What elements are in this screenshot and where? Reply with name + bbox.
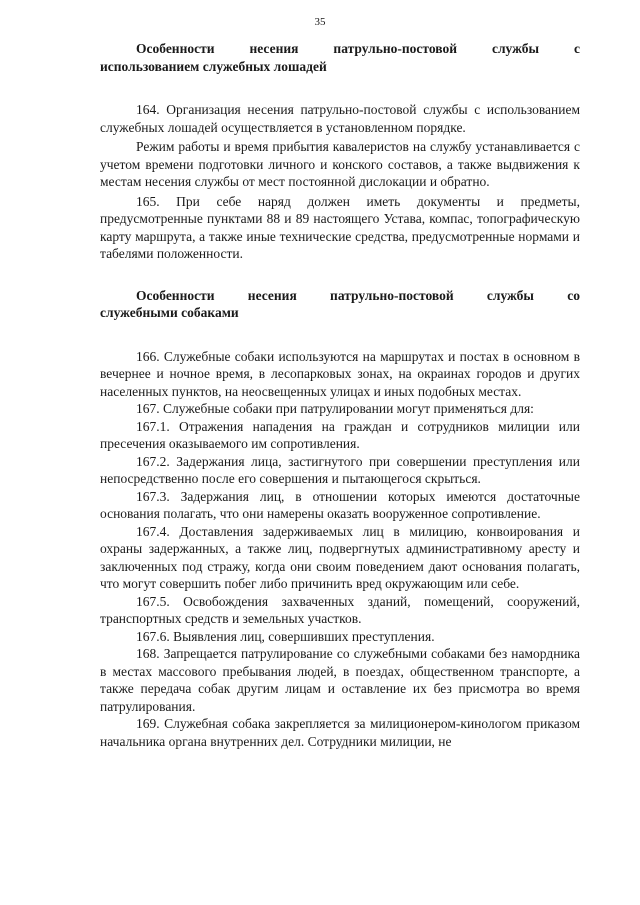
paragraph-167-3: 167.3. Задержания лиц, в отношении которых имеются достаточные основания полагать, что они намерены оказать вооруженное сопротивление.	[100, 488, 580, 521]
paragraph-166: 166. Служебные собаки используются на маршрутах и постах в основном в вечернее и ночное время, в лесопарковых зонах, на окраинах городов и других населенных пунктов, на неосвещенных улицах и иных подобных местах.	[100, 348, 580, 399]
paragraph-167: 167. Служебные собаки при патрулировании могут применяться для:	[136, 401, 534, 416]
paragraph-167-6: 167.6. Выявления лиц, совершивших преступления.	[136, 628, 435, 644]
section-heading-line: Особенности несения патрульно-постовой службы с	[136, 41, 580, 56]
paragraph-164-regime: Режим работы и время прибытия кавалеристов на службу устанавливается с учетом времени подготовки личного и конского составов, а также выдвижения к местам несения службы от мест постоянной дислокации и обратно.	[100, 139, 580, 189]
page-number: 35	[314, 16, 326, 28]
paragraph-164: 164. Организация несения патрульно-постовой службы с использованием служебных лошадей осуществляется в установленном порядке.	[100, 102, 580, 135]
paragraph-169: 169. Служебная собака закрепляется за милиционером-кинологом приказом начальника органа внутренних дел. Сотрудники милиции, не	[100, 716, 580, 749]
section-heading-line: использованием служебных лошадей	[100, 58, 327, 74]
section-heading-dogs	[100, 287, 580, 322]
paragraph-168: 168. Запрещается патрулирование со служебными собаками без намордника в местах массового пребывания людей, в поездах, общественном транспорте, а также передача собак другим лицам и оставление их без присмотра во время патрулирования.	[100, 646, 580, 714]
paragraph-167-5: 167.5. Освобождения захваченных зданий, помещений, сооружений, транспортных средств и земельных участков.	[100, 593, 580, 626]
paragraph-165: 165. При себе наряд должен иметь документы и предметы, предусмотренные пунктами 88 и 89 настоящего Устава, компас, топографическую карту маршрута, а также иные технические средства, предусмотренные нормами и табелями положенности.	[100, 193, 580, 261]
paragraph-167-2: 167.2. Задержания лица, застигнутого при совершении преступления или непосредственно после его совершения и пытающегося скрыться.	[100, 453, 580, 486]
section-heading-horses	[100, 40, 580, 75]
section-heading-line: Особенности несения патрульно-постовой службы со	[136, 287, 580, 303]
document-body	[100, 40, 580, 750]
paragraph-167-1: 167.1. Отражения нападения на граждан и сотрудников милиции или пресечения оказываемого им сопротивления.	[100, 418, 580, 451]
section-heading-line: служебными собаками	[100, 305, 239, 320]
paragraph-167-4: 167.4. Доставления задерживаемых лиц в милицию, конвоирования и охраны задержанных, а также лиц, подвергнутых административному аресту и заключенных под стражу, когда они своим поведением дают основания полагать, что могут совершить побег либо причинить вред окружающим или себе.	[100, 523, 580, 591]
